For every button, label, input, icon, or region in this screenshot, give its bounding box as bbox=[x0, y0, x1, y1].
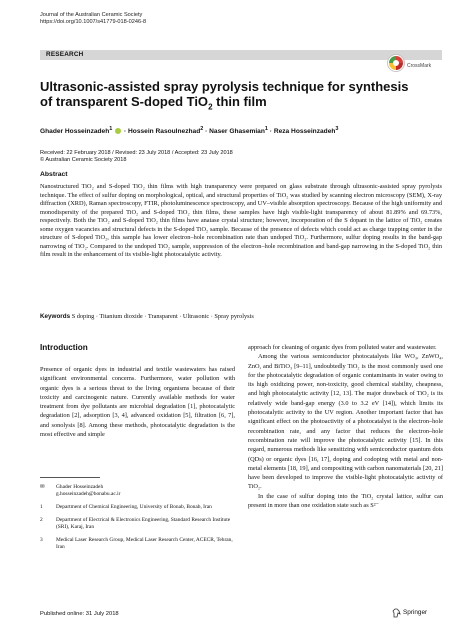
keywords bbox=[40, 313, 442, 322]
springer-horse-icon bbox=[392, 608, 401, 618]
author-list: Ghader Hosseinzadeh$^1$ · Hossein Rasoulnezhad$^2$ · Naser Ghasemian$^1$ · Reza Hosseinzadeh$^3$ bbox=[40, 126, 339, 136]
keywords-list: S doping · Titanium dioxide · Transparent · Ultrasonic · Spray pyrolysis bbox=[71, 313, 254, 320]
corresponding-author: ✉ Ghader Hosseinzadeh g.hosseinzadeh@bonabu.ac.ir bbox=[40, 484, 121, 497]
paragraph: approach for cleaning of organic dyes from polluted water and wastewater. bbox=[248, 344, 437, 351]
keywords-label: Keywords bbox=[40, 313, 71, 320]
springer-label: Springer bbox=[403, 609, 428, 616]
introduction-heading: Introduction bbox=[40, 343, 88, 352]
author-name[interactable]: Hossein Rasoulnezhad bbox=[128, 128, 201, 136]
affiliation: 2 Department of Electrical & Electronics Engineering, Standard Research Institute (SRI), Karaj, Iran bbox=[40, 517, 231, 530]
left-column bbox=[40, 365, 235, 439]
publication-dates: Received: 22 February 2018 / Revised: 23 July 2018 / Accepted: 23 July 2018 © Australian Ceramic Society 2018 bbox=[40, 150, 233, 164]
orcid-icon[interactable] bbox=[115, 128, 121, 134]
paragraph: In the case of sulfur doping into the TiO₂ crystal lattice, sulfur can present in more than one oxidation state such as S²⁻ bbox=[248, 492, 443, 510]
email-icon: ✉ bbox=[40, 484, 45, 490]
paragraph: Presence of organic dyes in industrial and textile wastewaters has raised significant environmental concerns. Furthermore, water pollution with organic dyes is a serious threat to the living organisms because of their toxicity and carcinogenic nature. Currently available methods for water treatment from dye pollutants are microbial degradation [1], photocatalytic degradation [2], adsorption [3, 4], advanced oxidation [5], filtration [6, 7], and sonolysis [8]. Among these methods, photocatalytic degradation is the most effective and simple bbox=[40, 366, 235, 439]
paragraph: Among the various semiconductor photocatalysts like WO₃, ZnWO₄, ZnO, and BiTiO₃ [9–11], undoubtedly TiO₂ is the most commonly used one for the photocatalytic degradation of organic contaminants in water owing to its high oxidizing power, non-toxicity, good chemical stability, cheapness, and high photocatalytic activity [12, 13]. The major drawback of TiO₂ is its relatively wide band-gap energy (3.0 to 3.2 eV [14]), which limits its photocatalytic activity to the UV region. Another important factor that has significant effect on the photoactivity of a photocatalyst is the electron–hole recombination rate, and any factor that reduces the electron–hole recombination rate will improve the photocatalytic activity [15]. In this regard, numerous methods like sensitizing with semiconductor quantum dots (QDs) or organic dyes [16, 17], doping and codoping with metal and non-metal elements [18, 19], and compositing with carbon nanomaterials [20, 21] have been developed to improve the visible-light photocatalytic activity of TiO₂. bbox=[248, 353, 443, 491]
abstract-text: Nanostructured TiO₂ and S-doped TiO₂ thin films with high transparency were prepared on glass substrate through ultrasonic-assisted spray pyrolysis technique. The effect of sulfur doping on morphological, optical, and structural properties of TiO₂ was studied by scanning electron microscopy (SEM), X-ray diffraction (XRD), Raman spectroscopy, FTIR, photoluminescence spectroscopy, and UV–visible absorption spectroscopy. Because of the high uniformity and monodispersity of the prepared TiO₂ and S-doped TiO₂ thin films, these samples have high visible-light transparency of about 81.89% and 69.73%, respectively. Both the TiO₂ and S-doped TiO₂ thin films have anatase crystal structure; however, incorporation of the S dopant in the lattice of TiO₂ creates some oxygen vacancies and structural defects in the S-doped TiO₂ sample. Because of the presence of defects which could act as charge trapping center in the structure of S-doped TiO₂, this sample has lower electron–hole recombination rate than undoped TiO₂. Furthermore, sulfur doping results in the band-gap narrowing of TiO₂. Compared to the undoped TiO₂ sample, suppression of the electron–hole recombination and band-gap narrowing in the S-doped TiO₂ thin film result in the enhancement of its visible-light photocatalytic activity. bbox=[40, 183, 442, 258]
email-link[interactable]: g.hosseinzadeh@bonabu.ac.ir bbox=[56, 491, 121, 497]
author-name[interactable]: Ghader Hosseinzadeh bbox=[40, 128, 110, 136]
section-label: RESEARCH bbox=[46, 51, 84, 58]
footnote-divider bbox=[40, 477, 100, 478]
journal-header bbox=[40, 12, 146, 27]
affiliation: 3 Medical Laser Research Group, Medical Laser Research Center, ACECR, Tehran, Iran bbox=[40, 537, 233, 550]
paper-title: Ultrasonic-assisted spray pyrolysis technique for synthesis of transparent S-doped TiO$_2$ thin film bbox=[40, 79, 409, 112]
affiliation: 1 Department of Chemical Engineering, University of Bonab, Bonab, Iran bbox=[40, 504, 212, 510]
journal-name: Journal of the Australian Ceramic Society bbox=[40, 12, 143, 18]
crossmark-icon bbox=[387, 54, 405, 72]
crossmark-badge[interactable] bbox=[377, 54, 441, 76]
abstract-heading: Abstract bbox=[40, 171, 68, 178]
springer-logo bbox=[392, 607, 442, 619]
published-date: Published online: 31 July 2018 bbox=[40, 611, 119, 617]
crossmark-label: CrossMark bbox=[407, 63, 432, 69]
right-column bbox=[248, 343, 443, 510]
author-name[interactable]: Naser Ghasemian bbox=[209, 128, 265, 136]
doi-link[interactable]: https://doi.org/10.1007/s41779-018-0246-8 bbox=[40, 19, 147, 26]
author-name[interactable]: Reza Hosseinzadeh bbox=[273, 128, 336, 136]
footnotes bbox=[40, 484, 235, 557]
